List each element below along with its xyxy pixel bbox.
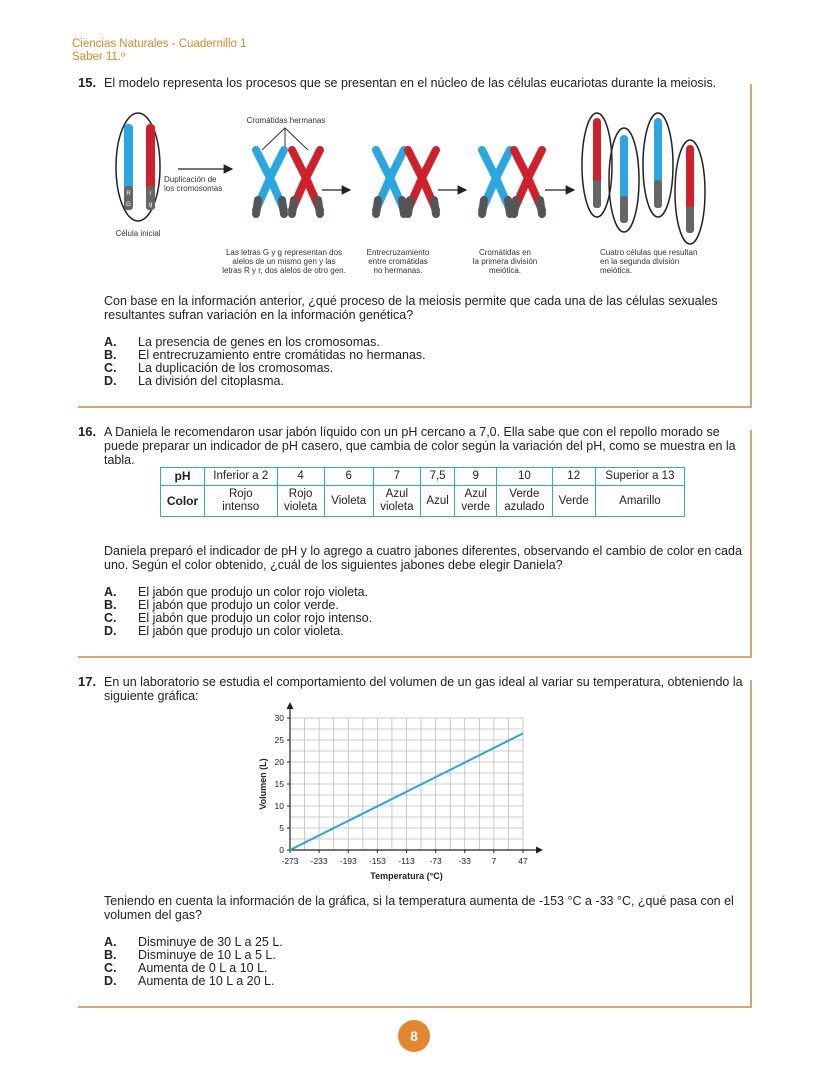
crossing-over-chromosomes bbox=[376, 150, 436, 214]
option-letter: A. bbox=[104, 335, 117, 349]
option-letter: B. bbox=[104, 948, 117, 962]
color-cell bbox=[552, 486, 595, 517]
y-tick-label: 15 bbox=[274, 779, 284, 789]
y-axis-label: Volumen (L) bbox=[258, 758, 268, 810]
caption-alleles-line2: alelos de un mismo gen y las bbox=[232, 257, 336, 266]
q15-number: 15. bbox=[78, 75, 97, 90]
option-letter: D. bbox=[104, 374, 117, 388]
color-line: Amarillo bbox=[619, 494, 661, 507]
ph-table bbox=[160, 467, 685, 517]
color-line: Verde bbox=[558, 494, 589, 507]
duplicacion-label-line1: Duplicación de bbox=[164, 175, 217, 184]
q17-stem bbox=[78, 675, 752, 703]
q15-option-d[interactable] bbox=[104, 375, 752, 388]
q16-number: 16. bbox=[78, 424, 97, 439]
option-letter: D. bbox=[104, 624, 117, 638]
color-line: Azul bbox=[385, 488, 409, 500]
q17-options bbox=[78, 936, 752, 988]
volume-temperature-chart bbox=[0, 700, 828, 900]
color-line: Azul bbox=[426, 494, 449, 507]
color-line: verde bbox=[461, 501, 491, 513]
x-axis-arrow bbox=[536, 847, 543, 854]
color-line: Rojo bbox=[228, 488, 253, 500]
q17-stem-text: En un laboratorio se estudia el comportamiento del volumen de un gas ideal al variar su temperatura, obteniendo la siguiente gráfica: bbox=[104, 675, 743, 703]
caption-second-division bbox=[600, 248, 720, 275]
question-17-body bbox=[78, 894, 752, 988]
color-line: azulado bbox=[504, 501, 545, 513]
x-tick-label: -113 bbox=[398, 856, 415, 866]
q15-stem-text: El modelo representa los procesos que se presentan en el núcleo de las células eucariotas durante la meiosis. bbox=[104, 76, 717, 90]
question-17 bbox=[78, 675, 752, 703]
allele-g-initial: g bbox=[148, 202, 153, 208]
ph-value-cell: 4 bbox=[277, 468, 324, 486]
ph-value-cell: 7,5 bbox=[420, 468, 454, 486]
x-axis-label: Temperatura (°C) bbox=[370, 871, 443, 881]
caption-first-line1: Cromátidas en bbox=[478, 248, 532, 257]
duplicacion-label bbox=[164, 175, 244, 193]
four-resulting-cells bbox=[582, 113, 705, 244]
page-number: 8 bbox=[398, 1020, 430, 1052]
hermanas-label: Cromátidas hermanas bbox=[246, 116, 326, 125]
caption-crossing-line1: Entrecruzamiento bbox=[366, 248, 430, 257]
q16-option-d[interactable] bbox=[104, 625, 752, 638]
y-axis-arrow bbox=[287, 702, 294, 709]
option-text: Aumenta de 10 L a 20 L. bbox=[138, 974, 275, 988]
option-text: Disminuye de 10 L a 5 L. bbox=[138, 948, 276, 962]
color-line: violeta bbox=[380, 501, 414, 513]
x-tick-label: -153 bbox=[368, 856, 386, 866]
allele-G-initial: G bbox=[126, 202, 131, 208]
q16-stem bbox=[78, 425, 752, 467]
ph-value-cell: 7 bbox=[373, 468, 420, 486]
ph-value-cell: Inferior a 2 bbox=[205, 468, 278, 486]
q17-question: Teniendo en cuenta la información de la gráfica, si la temperatura aumenta de -153 °C a -33 °C, ¿qué pasa con el volumen del gas? bbox=[104, 894, 734, 922]
x-tick-label: -193 bbox=[339, 856, 357, 866]
color-line: violeta bbox=[283, 501, 318, 513]
option-letter: C. bbox=[104, 361, 117, 375]
color-line: Rojo bbox=[288, 488, 313, 500]
y-tick-label: 30 bbox=[274, 713, 284, 723]
question-15-body bbox=[78, 294, 752, 388]
ph-value-cell: 9 bbox=[455, 468, 497, 486]
q15-options bbox=[78, 336, 752, 388]
option-text: El jabón que produjo un color violeta. bbox=[138, 624, 344, 638]
x-tick-label: -233 bbox=[310, 856, 328, 866]
color-line: Verde bbox=[509, 488, 540, 500]
x-tick-label: -273 bbox=[281, 856, 299, 866]
caption-crossing-line2: entre cromátidas bbox=[368, 257, 428, 266]
caption-second-line1: Cuatro células que resultan bbox=[600, 248, 698, 257]
ph-value-cell: 10 bbox=[497, 468, 552, 486]
x-tick-label: -73 bbox=[429, 856, 442, 866]
option-letter: C. bbox=[104, 961, 117, 975]
option-text: La división del citoplasma. bbox=[138, 374, 284, 388]
q16-options bbox=[78, 586, 752, 638]
celula-inicial-label: Célula inicial bbox=[115, 229, 161, 238]
color-row bbox=[161, 486, 685, 517]
option-letter: B. bbox=[104, 598, 117, 612]
q16-question: Daniela preparó el indicador de pH y lo agrego a cuatro jabones diferentes, observando el cambio de color en cada uno. Según el color obtenido, ¿cuál de los siguientes jabones debe elegir Daniela? bbox=[104, 544, 742, 572]
caption-crossing bbox=[356, 248, 440, 275]
option-letter: B. bbox=[104, 348, 117, 362]
q17-number: 17. bbox=[78, 674, 97, 689]
ph-value-cell: 12 bbox=[552, 468, 595, 486]
color-row-header: Color bbox=[161, 486, 205, 517]
caption-alleles bbox=[206, 248, 362, 275]
caption-second-line3: meiótica. bbox=[600, 266, 633, 275]
option-letter: C. bbox=[104, 611, 117, 625]
duplicated-chromosomes bbox=[256, 150, 320, 214]
caption-first-line3: meiótica. bbox=[488, 266, 521, 275]
option-text: El jabón que produjo un color rojo intenso. bbox=[138, 611, 373, 625]
color-cell bbox=[373, 486, 420, 517]
ph-row-header: pH bbox=[161, 468, 205, 486]
header-grade: Saber 11.º bbox=[72, 51, 126, 63]
color-cell bbox=[420, 486, 454, 517]
option-text: El jabón que produjo un color verde. bbox=[138, 598, 339, 612]
duplicacion-label-line2: los cromosomas bbox=[164, 184, 223, 193]
option-text: La presencia de genes en los cromosomas. bbox=[138, 335, 380, 349]
question-16 bbox=[78, 425, 752, 467]
x-tick-label: 7 bbox=[491, 856, 497, 866]
option-text: Aumenta de 0 L a 10 L. bbox=[138, 961, 268, 975]
ph-value-cell: Superior a 13 bbox=[595, 468, 684, 486]
option-text: La duplicación de los cromosomas. bbox=[138, 361, 334, 375]
allele-r-initial: r bbox=[149, 191, 152, 197]
first-division-chromosomes bbox=[482, 150, 542, 214]
meiosis-diagram bbox=[0, 0, 828, 290]
y-tick-label: 20 bbox=[274, 757, 284, 767]
caption-first-division bbox=[462, 248, 548, 275]
option-letter: A. bbox=[104, 585, 117, 599]
caption-first-line2: la primera división bbox=[472, 257, 538, 266]
question-16-body bbox=[78, 544, 752, 638]
caption-alleles-line1: Las letras G y g representan dos bbox=[225, 248, 343, 257]
q17-option-d[interactable] bbox=[104, 975, 752, 988]
color-cell bbox=[455, 486, 497, 517]
color-cell bbox=[277, 486, 324, 517]
option-text: Disminuye de 30 L a 25 L. bbox=[138, 935, 283, 949]
y-tick-label: 0 bbox=[279, 845, 284, 855]
color-line: Azul bbox=[464, 488, 487, 500]
color-line: Violeta bbox=[331, 494, 367, 507]
option-letter: A. bbox=[104, 935, 117, 949]
ph-row bbox=[161, 468, 685, 486]
q16-stem-text: A Daniela le recomendaron usar jabón líquido con un pH cercano a 7,0. Ella sabe que con el repollo morado se puede preparar un indicador de pH casero, que cambia de color según la variación del pH, como se muestra en la tabla. bbox=[104, 425, 736, 467]
y-tick-label: 10 bbox=[274, 801, 284, 811]
y-tick-label: 5 bbox=[279, 823, 284, 833]
caption-crossing-line3: no hermanas. bbox=[373, 266, 423, 275]
option-letter: D. bbox=[104, 974, 117, 988]
header-subject: Ciencias Naturales - Cuadernillo 1 bbox=[72, 38, 247, 50]
color-cell bbox=[205, 486, 278, 517]
meiosis-svg bbox=[0, 0, 828, 290]
caption-second-line2: en la segunda división bbox=[600, 257, 680, 266]
option-text: El jabón que produjo un color rojo violeta. bbox=[138, 585, 369, 599]
color-line: intenso bbox=[222, 501, 260, 513]
color-cell bbox=[497, 486, 552, 517]
caption-alleles-line3: letras R y r, dos alelos de otro gen. bbox=[222, 266, 346, 275]
x-tick-label: 47 bbox=[518, 856, 528, 866]
x-tick-label: -33 bbox=[458, 856, 471, 866]
ph-value-cell: 6 bbox=[324, 468, 373, 486]
option-text: El entrecruzamiento entre cromátidas no hermanas. bbox=[138, 348, 426, 362]
color-cell bbox=[595, 486, 684, 517]
q15-question: Con base en la información anterior, ¿qué proceso de la meiosis permite que cada una de las células sexuales resultantes sufran variación en la información genética? bbox=[104, 294, 718, 322]
y-tick-label: 25 bbox=[274, 735, 284, 745]
allele-R-initial: R bbox=[126, 191, 131, 197]
color-cell bbox=[324, 486, 373, 517]
